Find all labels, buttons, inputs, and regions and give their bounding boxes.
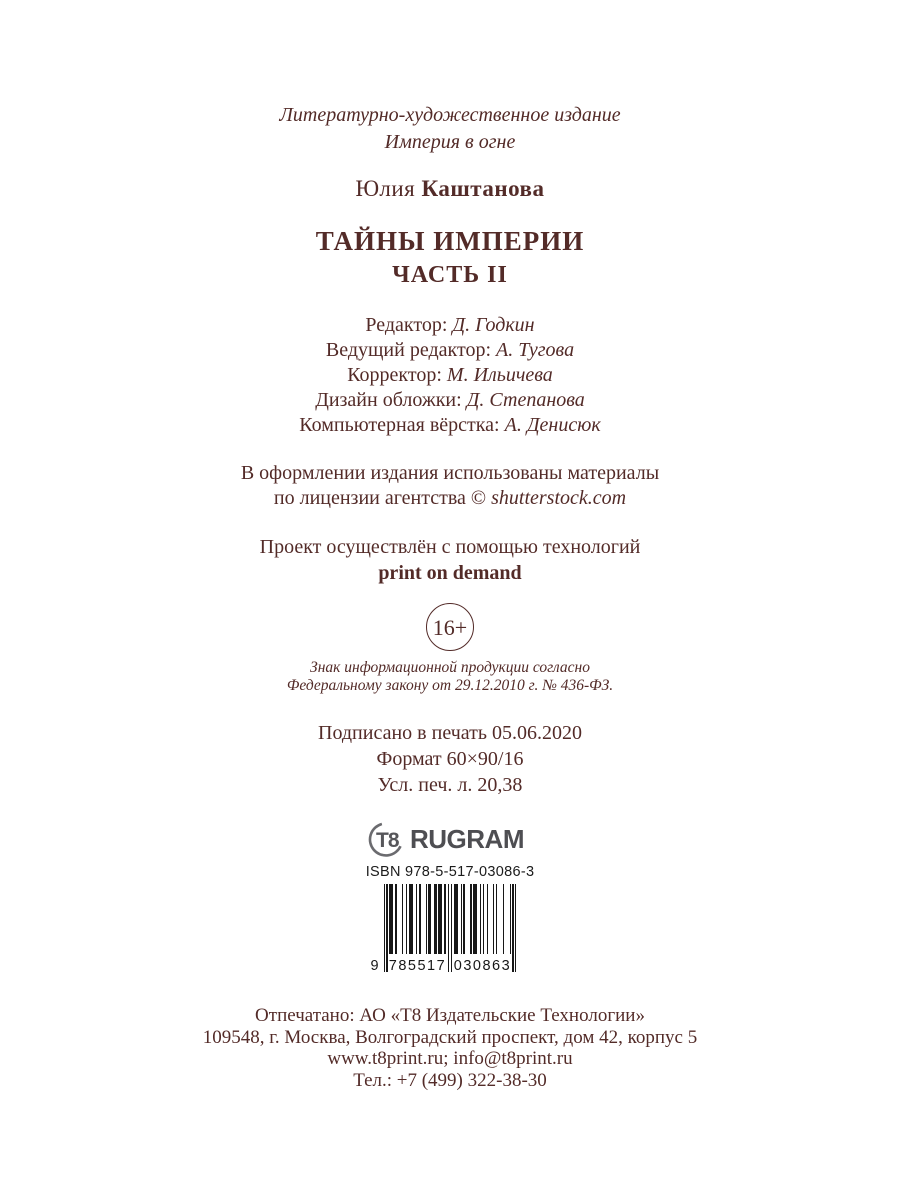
credits-block — [0, 313, 900, 438]
author-first-name: Юлия — [355, 176, 416, 201]
credit-row: Редактор: Д. Годкин — [365, 314, 535, 336]
materials-line1: В оформлении издания использованы материалы — [240, 462, 660, 484]
book-subtitle: ЧАСТЬ II — [392, 262, 508, 288]
barcode-bar — [426, 884, 427, 954]
credit-row: Компьютерная вёрстка: А. Денисюк — [299, 414, 601, 436]
barcode-bar — [454, 884, 458, 954]
project-line1: Проект осуществлён с помощью технологий — [259, 536, 641, 558]
age-rating-badge: 16+ — [426, 603, 474, 651]
materials-line2: по лицензии агентства © shutterstock.com — [273, 487, 627, 509]
format-line: Формат 60×90/16 — [376, 748, 524, 770]
t8-rugram-logo — [365, 818, 535, 860]
barcode-bar — [384, 884, 385, 972]
barcode-bar — [402, 884, 403, 954]
author-last-name: Каштанова — [421, 176, 545, 201]
barcode-bar — [487, 884, 488, 954]
signed-to-print-line: Подписано в печать 05.06.2020 — [318, 722, 582, 744]
barcode-bar — [483, 884, 484, 954]
printed-by-line: Отпечатано: АО «Т8 Издательские Технологии» — [255, 1005, 645, 1026]
barcode-bar — [448, 884, 449, 972]
barcode-bar — [503, 884, 504, 954]
law-line2: Федеральному закону от 29.12.2010 г. № 436-ФЗ. — [286, 677, 614, 694]
law-notice — [0, 659, 900, 695]
barcode-bar — [510, 884, 511, 954]
barcode-bar — [496, 884, 497, 954]
barcode-digits-right: 030863 — [453, 958, 512, 974]
credit-row: Ведущий редактор: А. Тугова — [325, 339, 575, 361]
barcode-bar — [473, 884, 477, 954]
barcode-bar — [463, 884, 464, 954]
barcode-bar — [434, 884, 437, 954]
barcode-bar — [515, 884, 516, 972]
barcode-bar — [451, 884, 452, 972]
barcode-bar — [428, 884, 431, 954]
age-rating-wrap — [0, 603, 900, 651]
logo-rugram-text: RUGRAM — [410, 824, 524, 854]
print-on-demand-label: print on demand — [378, 562, 522, 584]
materials-notice — [0, 461, 900, 511]
credit-row: Корректор: М. Ильичева — [347, 364, 553, 386]
printer-contacts-line: www.t8print.ru; info@t8print.ru — [327, 1048, 573, 1069]
barcode-bar — [444, 884, 447, 954]
agency-name: shutterstock.com — [491, 487, 627, 509]
barcode-bar — [409, 884, 413, 954]
barcode-row — [0, 884, 900, 976]
isbn-barcode — [370, 884, 517, 974]
barcode-bar — [419, 884, 422, 954]
barcode-bar — [406, 884, 407, 954]
isbn-number: ISBN 978-5-517-03086-3 — [365, 864, 535, 880]
print-info-block — [0, 720, 900, 798]
barcode-bar — [389, 884, 393, 954]
series-title: Империя в огне — [384, 131, 516, 153]
barcode-bar — [461, 884, 462, 954]
barcode-bar — [512, 884, 513, 972]
author-line — [0, 176, 900, 202]
barcode-bar — [438, 884, 442, 954]
barcode-digits-left: 785517 — [388, 958, 447, 974]
edition-type-line: Литературно-художественное издание — [279, 104, 621, 126]
project-notice — [0, 534, 900, 586]
barcode-bar — [395, 884, 398, 954]
publisher-logo — [0, 818, 900, 860]
printer-phone-line: Тел.: +7 (499) 322-38-30 — [353, 1069, 547, 1091]
book-title: ТАЙНЫ ИМПЕРИИ — [315, 226, 585, 256]
barcode-bar — [470, 884, 471, 954]
barcode-bar — [480, 884, 481, 954]
barcode-bar — [416, 884, 417, 954]
law-line1: Знак информационной продукции согласно — [310, 659, 590, 676]
printer-address-line: 109548, г. Москва, Волгоградский проспект, дом 42, корпус 5 — [202, 1026, 698, 1048]
barcode-bar — [386, 884, 387, 972]
barcode-digit-first: 9 — [370, 958, 379, 974]
logo-t8-text: Т8 — [376, 829, 399, 852]
credit-row: Дизайн обложки: Д. Степанова — [315, 389, 585, 411]
barcode-bar — [493, 884, 494, 954]
printer-info-block — [0, 1005, 900, 1091]
sheets-line: Усл. печ. л. 20,38 — [377, 774, 523, 796]
